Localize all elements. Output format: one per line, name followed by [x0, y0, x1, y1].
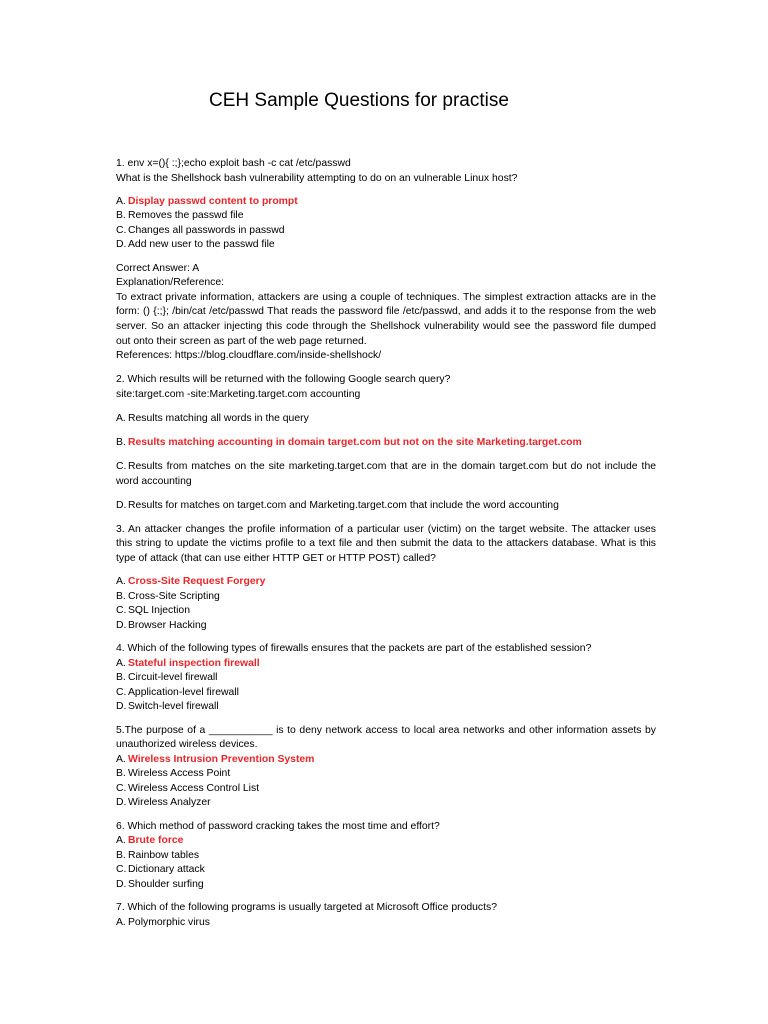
question-2-option-b: B. Results matching accounting in domain target.com but not on the site Marketing.target.com	[116, 437, 582, 448]
correct-answer-text: Stateful inspection firewall	[128, 657, 260, 669]
question-2-stem-line-1: 2. Which results will be returned with the following Google search query?	[116, 374, 451, 386]
question-2-stem-line-2: site:target.com -site:Marketing.target.com accounting	[116, 388, 361, 400]
question-6-option-b: B. Rainbow tables	[116, 849, 200, 861]
question-5-option-a: A. Wireless Intrusion Prevention System	[116, 753, 315, 765]
question-3-option-a: A. Cross-Site Request Forgery	[116, 576, 266, 588]
question-7-option-a: A. Polymorphic virus	[116, 916, 210, 928]
explanation-heading: Explanation/Reference:	[116, 277, 225, 289]
question-5-stem: 5.The purpose of a ___________ is to deny network access to local area networks and other information assets by unauthorized wireless devices.	[116, 724, 656, 751]
explanation-body: To extract private information, attackers are using a couple of techniques. The simplest extraction attacks are in the form: () {:;}; /bin/cat /etc/passwd That reads the password file /etc/passwd, and adds it to the response from the web server. So an attacker injecting this code through the Shellshock vulnerability would see the password file dumped out onto their screen as part of the web page returned.	[116, 291, 656, 347]
question-4-option-c: C. Application-level firewall	[116, 686, 239, 698]
question-2-option-a: A. Results matching all words in the query	[116, 412, 309, 424]
correct-answer-text: Display passwd content to prompt	[128, 195, 298, 207]
question-4-option-a: A. Stateful inspection firewall	[116, 657, 260, 669]
question-1-stem-line-2: What is the Shellshock bash vulnerability attempting to do on an vulnerable Linux host?	[116, 172, 518, 184]
question-5-option-c: C. Wireless Access Control List	[116, 782, 260, 794]
correct-answer-text: Cross-Site Request Forgery	[128, 576, 266, 588]
question-1	[116, 157, 656, 364]
question-1-option-a: A. Display passwd content to prompt	[116, 195, 298, 207]
question-4-stem: 4. Which of the following types of firewalls ensures that the packets are part of the established session?	[116, 643, 592, 655]
question-4-option-d: D. Switch-level firewall	[116, 701, 219, 713]
question-2	[116, 373, 656, 513]
correct-answer-text: Wireless Intrusion Prevention System	[128, 753, 315, 765]
question-3-option-d: D. Browser Hacking	[116, 619, 207, 631]
question-7-stem: 7. Which of the following programs is usually targeted at Microsoft Office products?	[116, 902, 497, 914]
question-4	[116, 642, 656, 715]
question-5-option-d: D. Wireless Analyzer	[116, 797, 211, 809]
question-6-option-d: D. Shoulder surfing	[116, 878, 204, 890]
document-title: CEH Sample Questions for practise	[209, 90, 509, 111]
question-2-option-d: D. Results for matches on target.com and Marketing.target.com that include the word accounting	[116, 499, 559, 511]
question-6-option-a: A. Brute force	[116, 835, 184, 847]
question-6	[116, 820, 656, 893]
question-6-stem: 6. Which method of password cracking takes the most time and effort?	[116, 820, 440, 832]
question-1-option-b: B. Removes the passwd file	[116, 210, 244, 222]
correct-answer-line: Correct Answer: A	[116, 262, 200, 274]
question-6-option-c: C. Dictionary attack	[116, 864, 205, 876]
question-3-option-c: C. SQL Injection	[116, 605, 190, 617]
question-4-option-b: B. Circuit-level firewall	[116, 672, 218, 684]
correct-answer-text: Brute force	[128, 835, 184, 847]
question-1-stem-line-1: 1. env x=(){ :;};echo exploit bash -c cat /etc/passwd	[116, 158, 351, 169]
question-5	[116, 724, 656, 812]
question-3	[116, 523, 656, 634]
question-3-stem: 3. An attacker changes the profile information of a particular user (victim) on the target website. The attacker uses this string to update the victims profile to a text file and then submit the data to the attackers database. What is this type of attack (that can use either HTTP GET or HTTP POST) called?	[116, 523, 656, 565]
question-7	[116, 901, 656, 930]
question-5-option-b: B. Wireless Access Point	[116, 768, 231, 780]
question-1-option-d: D. Add new user to the passwd file	[116, 239, 275, 251]
references-line: References: https://blog.cloudflare.com/inside-shellshock/	[116, 350, 382, 362]
document-body	[116, 157, 656, 930]
question-3-option-b: B. Cross-Site Scripting	[116, 590, 220, 602]
correct-answer-text: Results matching accounting in domain target.com but not on the site Marketing.target.com	[128, 437, 582, 448]
question-2-option-c: C. Results from matches on the site marketing.target.com that are in the domain target.com but do not include the word accounting	[116, 461, 656, 487]
question-1-option-c: C. Changes all passwords in passwd	[116, 224, 285, 236]
